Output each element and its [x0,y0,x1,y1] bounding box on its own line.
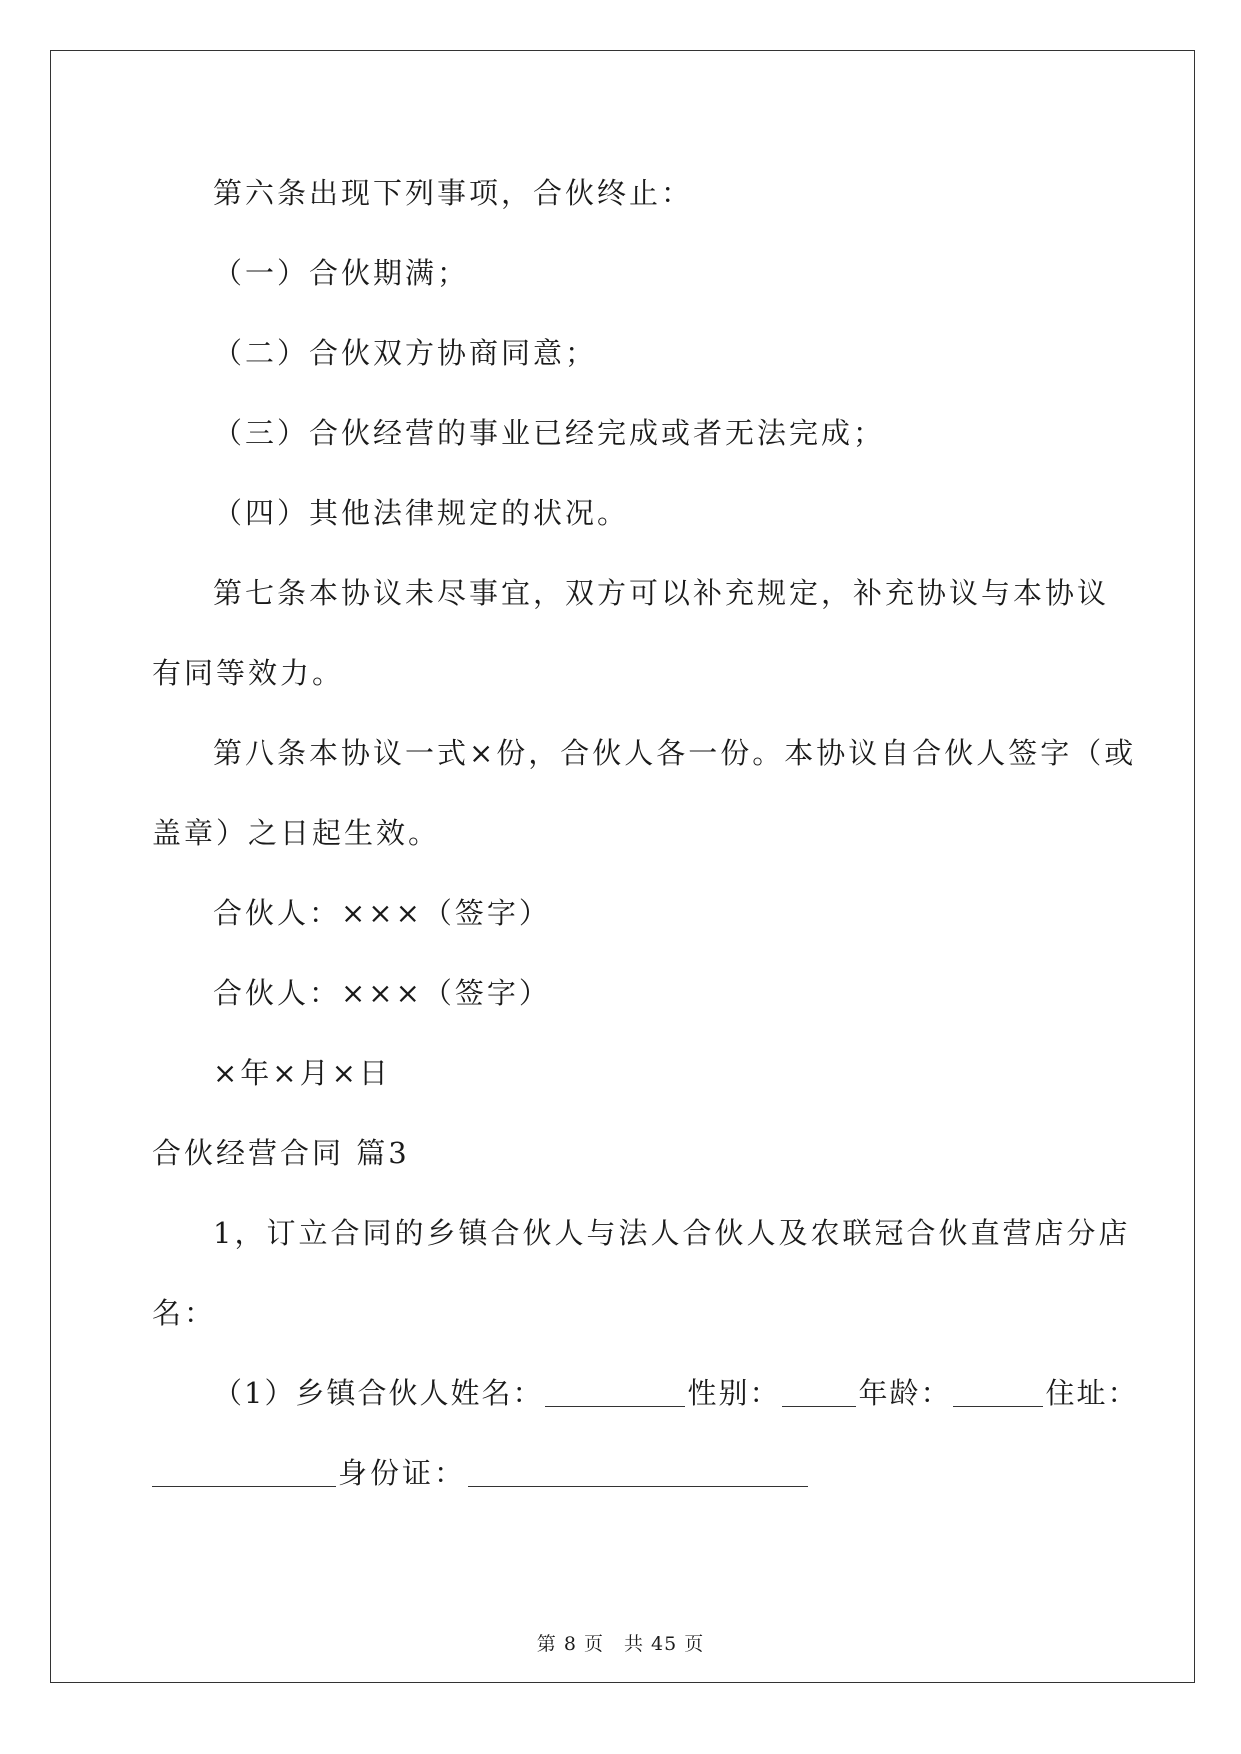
age-label: 年龄： [858,1376,952,1410]
page-footer: 第 8 页 共 45 页 [536,1633,705,1655]
id-label: 身份证： [338,1456,467,1490]
paragraph-line: 盖章）之日起生效。 [152,816,441,850]
address-blank [152,1456,336,1487]
paragraph-line: 第八条本协议一式×份，合伙人各一份。本协议自合伙人签字（或 [213,736,1137,770]
age-blank [953,1376,1043,1407]
paragraph-line: 1，订立合同的乡镇合伙人与法人合伙人及农联冠合伙直营店分店 [213,1216,1131,1250]
paragraph-line: （一）合伙期满； [213,256,470,290]
form-line [152,1453,810,1493]
section-title: 合伙经营合同 篇3 [152,1136,410,1170]
gender-blank [782,1376,856,1407]
form-line [213,1373,1139,1413]
paragraph-line: （四）其他法律规定的状况。 [213,496,630,530]
address-label: 住址： [1045,1376,1139,1410]
paragraph-line: 第七条本协议未尽事宜，双方可以补充规定，补充协议与本协议 [213,576,1110,610]
gender-label: 性别： [687,1376,781,1410]
id-blank [468,1456,808,1487]
paragraph-line: 有同等效力。 [152,656,345,690]
paragraph-line: 名： [152,1296,217,1330]
paragraph-line: （二）合伙双方协商同意； [213,336,598,370]
name-blank [545,1376,685,1407]
signature-line: 合伙人：×××（签字） [213,976,551,1010]
paragraph-line: 第六条出现下列事项，合伙终止： [213,176,694,210]
paragraph-line: （三）合伙经营的事业已经完成或者无法完成； [213,416,886,450]
name-label: （1）乡镇合伙人姓名： [213,1376,544,1410]
date-line: ×年×月×日 [213,1056,391,1090]
page-border [50,50,1195,1683]
signature-line: 合伙人：×××（签字） [213,896,551,930]
